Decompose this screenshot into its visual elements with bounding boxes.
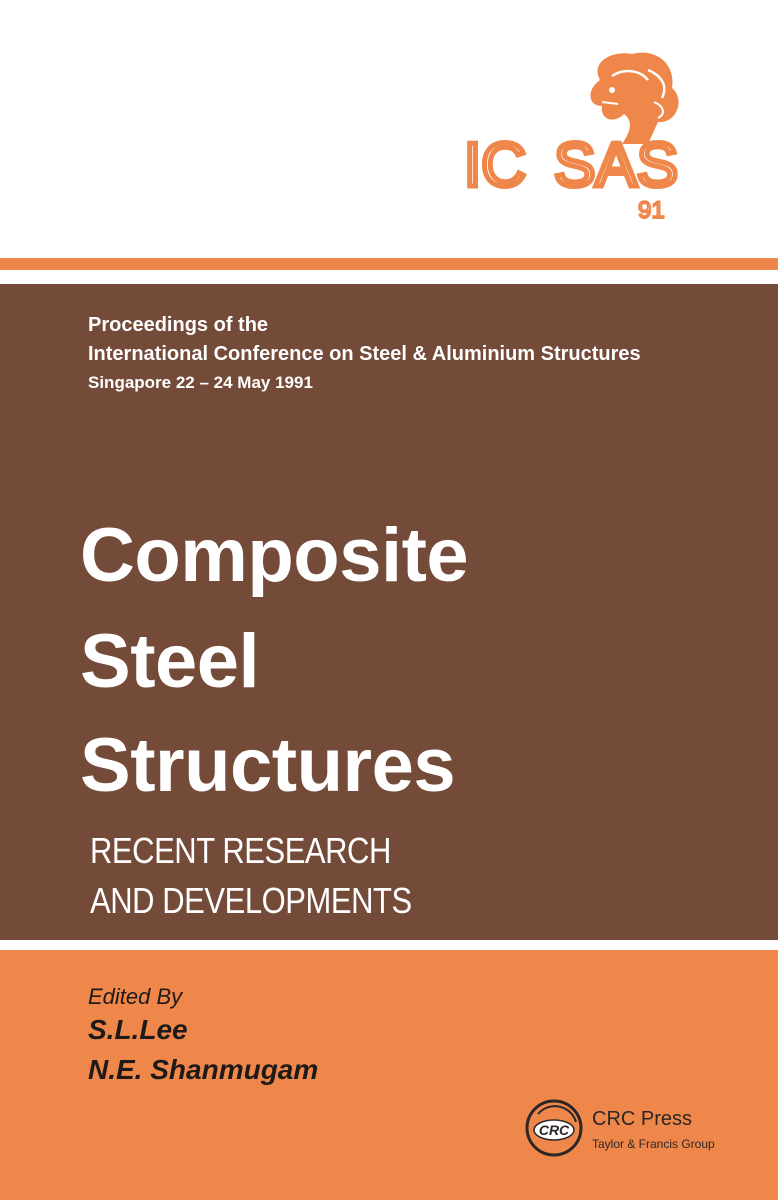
book-title-line-3: Structures <box>80 723 456 808</box>
edited-by-label: Edited By <box>88 984 183 1009</box>
proceedings-line-1: Proceedings of the <box>88 314 269 336</box>
white-gap-lower <box>0 940 778 950</box>
publisher-name: CRC Press <box>592 1108 693 1130</box>
publisher-group: Taylor & Francis Group <box>592 1137 715 1151</box>
proceedings-line-2: International Conference on Steel & Aluminium Structures <box>88 343 641 365</box>
orange-stripe <box>0 258 778 270</box>
white-gap <box>0 270 778 284</box>
subtitle-line-2: AND DEVELOPMENTS <box>90 880 412 921</box>
book-title-line-1: Composite <box>80 513 469 598</box>
book-title-line-2: Steel <box>80 619 260 704</box>
crc-logo-text: CRC <box>538 1122 570 1138</box>
crc-press-logo <box>524 1098 584 1158</box>
logo-letters-left: IC <box>464 131 526 200</box>
editor-name-2: N.E. Shanmugam <box>88 1054 319 1085</box>
proceedings-line-3: Singapore 22 – 24 May 1991 <box>88 373 313 392</box>
subtitle-line-1: RECENT RESEARCH <box>90 830 391 871</box>
editor-name-1: S.L.Lee <box>88 1014 188 1045</box>
conference-logo <box>462 40 702 240</box>
logo-letters-right: SAS <box>554 131 679 200</box>
logo-year: 91 <box>638 197 665 224</box>
